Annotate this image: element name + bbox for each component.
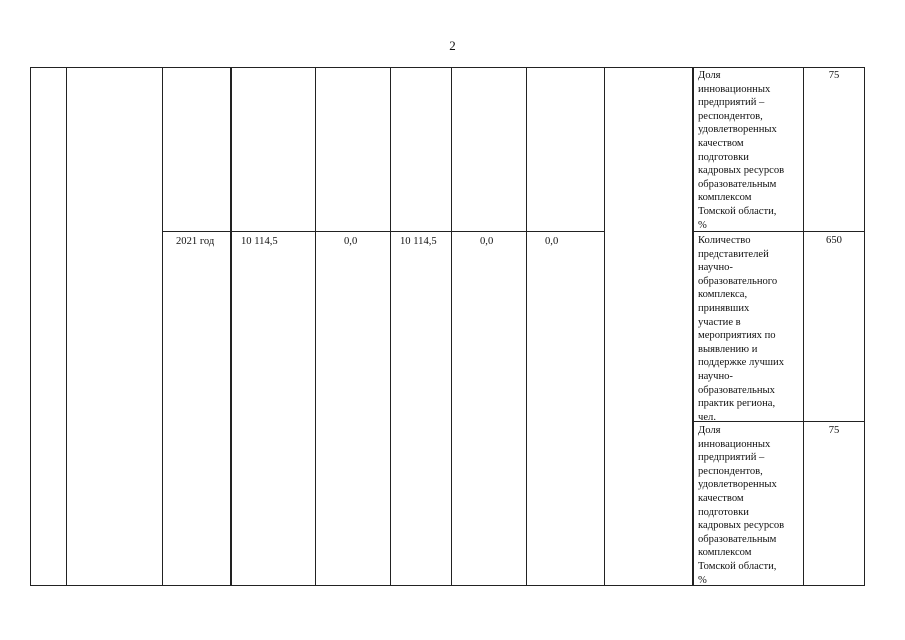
column-divider [692, 67, 694, 586]
table-border-left [30, 67, 31, 586]
table-border-right [864, 67, 865, 586]
financing-other: 0,0 [545, 236, 559, 247]
document-table [30, 67, 865, 586]
column-divider [604, 67, 605, 586]
indicator-value: 75 [828, 425, 840, 436]
indicator-value: 75 [828, 70, 840, 81]
column-divider [66, 67, 67, 586]
financing-total: 10 114,5 [241, 236, 278, 247]
column-divider [451, 67, 452, 586]
page-number: 2 [449, 38, 456, 53]
indicator-value: 650 [826, 235, 842, 246]
financing-local: 0,0 [480, 236, 494, 247]
column-divider [526, 67, 527, 586]
indicator-text: Доля инновационных предприятий – респондентов, удовлетворенных качеством подготовки кадровых ресурсов образовательным комплексом Томской области, % [698, 425, 785, 586]
financing-federal: 0,0 [344, 236, 358, 247]
financing-regional: 10 114,5 [400, 236, 437, 247]
column-divider [230, 67, 232, 586]
column-divider [162, 67, 163, 586]
column-divider [315, 67, 316, 586]
table-border-top [30, 67, 865, 68]
column-divider [390, 67, 391, 586]
indicator-text: Количество представителей научно- образовательного комплекса, принявших участие в мероприятиях по выявлению и поддержке лучших научно- образовательных практик региона, чел. [698, 235, 785, 423]
period-label: 2021 год [176, 236, 215, 247]
column-divider [803, 67, 804, 586]
indicator-text: Доля инновационных предприятий – респондентов, удовлетворенных качеством подготовки кадровых ресурсов образовательным комплексом Томской области, % [698, 70, 785, 231]
row-divider [162, 231, 604, 232]
